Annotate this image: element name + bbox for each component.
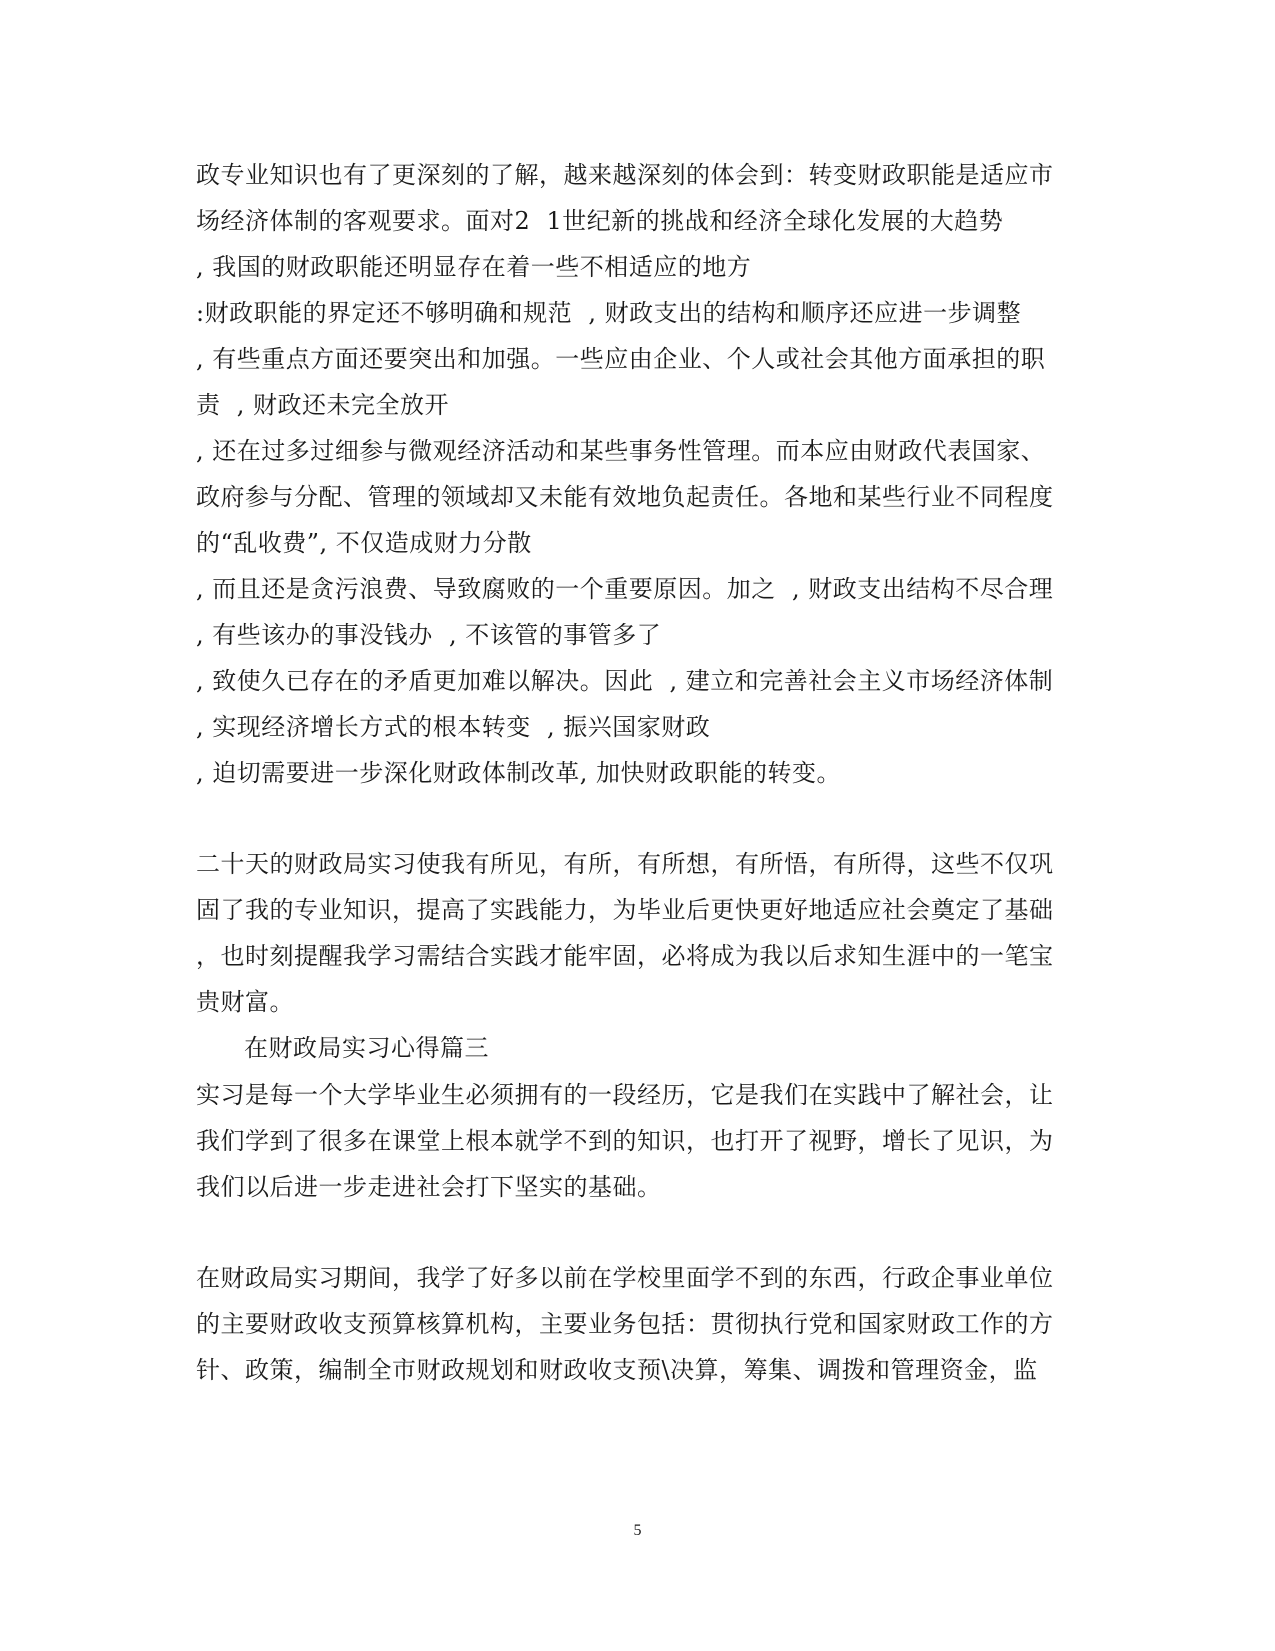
text-line: :财政职能的界定还不够明确和规范 , 财政支出的结构和顺序还应进一步调整	[196, 299, 1022, 327]
section-title: 在财政局实习心得篇三	[244, 1034, 489, 1062]
text-line: , 我国的财政职能还明显存在着一些不相适应的地方	[196, 253, 752, 281]
text-line: 政府参与分配、管理的领域却又未能有效地负起责任。各地和某些行业不同程度	[196, 483, 1054, 511]
text-line: 场经济体制的客观要求。面对2 1世纪新的挑战和经济全球化发展的大趋势	[196, 207, 1004, 235]
text-line: , 而且还是贪污浪费、导致腐败的一个重要原因。加之 , 财政支出结构不尽合理	[196, 575, 1054, 603]
text-line: 我们以后进一步走进社会打下坚实的基础。	[196, 1173, 662, 1201]
page-number: 5	[633, 1522, 642, 1539]
text-line: , 致使久已存在的矛盾更加难以解决。因此 , 建立和完善社会主义市场经济体制	[196, 667, 1054, 695]
text-line: 政专业知识也有了更深刻的了解，越来越深刻的体会到：转变财政职能是适应市	[196, 161, 1054, 189]
text-line: 我们学到了很多在课堂上根本就学不到的知识，也打开了视野，增长了见识，为	[196, 1127, 1054, 1155]
text-line: , 有些该办的事没钱办 , 不该管的事管多了	[196, 621, 662, 649]
text-line: 的主要财政收支预算核算机构，主要业务包括：贯彻执行党和国家财政工作的方	[196, 1310, 1054, 1338]
text-line: 针、政策，编制全市财政规划和财政收支预\决算，筹集、调拨和管理资金，监	[196, 1356, 1038, 1384]
text-line: 贵财富。	[196, 988, 294, 1016]
text-line: 实习是每一个大学毕业生必须拥有的一段经历，它是我们在实践中了解社会，让	[196, 1081, 1054, 1109]
text-line: ，也时刻提醒我学习需结合实践才能牢固，必将成为我以后求知生涯中的一笔宝	[196, 942, 1054, 970]
text-line: , 还在过多过细参与微观经济活动和某些事务性管理。而本应由财政代表国家、	[196, 437, 1046, 465]
text-line: 二十天的财政局实习使我有所见，有所，有所想，有所悟，有所得，这些不仅巩	[196, 850, 1054, 878]
text-line: , 实现经济增长方式的根本转变 , 振兴国家财政	[196, 713, 711, 741]
text-line: 的“乱收费”, 不仅造成财力分散	[196, 529, 532, 557]
text-line: 在财政局实习期间，我学了好多以前在学校里面学不到的东西，行政企事业单位	[196, 1264, 1054, 1292]
text-line: , 有些重点方面还要突出和加强。一些应由企业、个人或社会其他方面承担的职	[196, 345, 1046, 373]
text-line: 固了我的专业知识，提高了实践能力，为毕业后更快更好地适应社会奠定了基础	[196, 896, 1054, 924]
text-line: 责 , 财政还未完全放开	[196, 391, 450, 419]
text-line: , 迫切需要进一步深化财政体制改革, 加快财政职能的转变。	[196, 759, 842, 787]
